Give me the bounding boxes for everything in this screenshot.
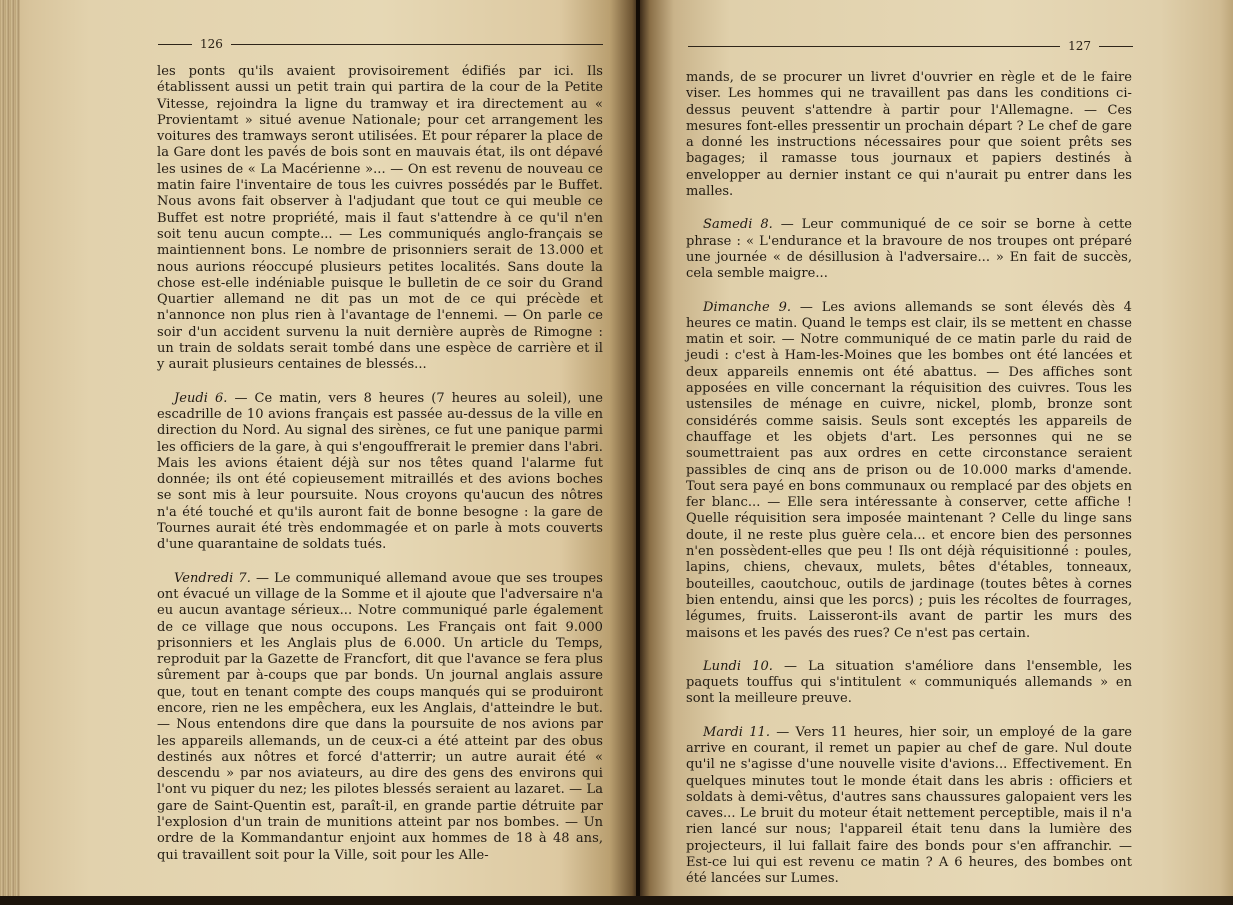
header-rule-long: [231, 44, 603, 45]
paragraph: Samedi 8. — Leur communiqué de ce soir se borne à cette phrase : « L'endurance et la bravoure de nos troupes ont préparé une journée « de désillusion à l'adversaire... » En fait de succès, cela semble maigre...: [686, 217, 1132, 282]
day-heading: Mardi 11.: [703, 724, 771, 740]
paragraph: Lundi 10. — La situation s'améliore dans l'ensemble, les paquets touffus qui s'intitulent « communiqués allemands » en sont la meilleure preuve.: [686, 658, 1132, 707]
paragraph: Dimanche 9. — Les avions allemands se sont élevés dès 4 heures ce matin. Quand le temps est clair, ils se mettent en chasse matin et soir. — Notre communiqué de ce matin parle du raid de jeudi : c'est à Ham-les-Moines que les bombes ont été lancées et deux appareils ennemis ont été abattus. — Des affiches sont apposées en ville concernant la réquisition des cuivres. Tous les ustensiles de ménage en cuivre, nickel, plomb, bronze sont considérés comme saisis. Seuls sont exceptés les appareils de chauffage et les objets d'art. Les personnes qui ne se soumettraient pas aux ordres en cette circonstance seraient passibles de cinq ans de prison ou de 10.000 marks d'amende. Tout sera payé en bons communaux ou remplacé par des objets en fer blanc... — Elle sera intéressante à conserver, cette affiche ! Quelle réquisition sera imposée maintenant ? Celle du linge sans doute, il ne reste plus guère cela... et encore bien des personnes n'en possèdent-elles que peu ! Ils ont déjà réquisitionné : poules, lapins, chiens, chevaux, mulets, bêtes d'étables, tonneaux, bouteilles, caoutchouc, outils de jardinage (toutes bêtes à cornes bien entendu, ainsi que les porcs) ; puis les récoltes de fourrages, légumes, fruits. Laisseront-ils avant de partir les murs des maisons et les pavés des rues? Ce n'est pas certain.: [686, 299, 1132, 641]
right-page-text: [686, 70, 1132, 905]
day-heading: Samedi 8.: [703, 217, 773, 233]
paragraph: Vendredi 7. — Le communiqué allemand avoue que ses troupes ont évacué un village de la Somme et il ajoute que l'adversaire n'a eu aucun avantage sérieux... Notre communiqué parle également de ce village que nous occupons. Les Français ont fait 9.000 prisonniers et les Anglais plus de 6.000. Un article du Temps, reproduit par la Gazette de Francfort, dit que l'avance se fera plus sûrement par à-coups que par bonds. Un journal anglais assure que, tout en tenant compte des coups manqués qui se produiront encore, rien ne les empêchera, eux les Anglais, d'atteindre le but. — Nous entendons dire que dans la poursuite de nos avions par les appareils allemands, un de ceux-ci a été atteint par des obus destinés aux nôtres et forcé d'atterrir; un autre aurait été « descendu » par nos aviateurs, au dire des gens des environs qui l'ont vu piquer du nez; les pilotes blessés seraient au lazaret. — La gare de Saint-Quentin est, paraît-il, en grande partie détruite par l'explosion d'un train de munitions atteint par nos bombes. — Un ordre de la Kommandantur enjoint aux hommes de 18 à 48 ans, qui travaillent soit pour la Ville, soit pour les Alle-: [157, 570, 603, 863]
paragraph: les ponts qu'ils avaient provisoirement édifiés par ici. Ils établissent aussi un petit train qui partira de la cour de la Petite Vitesse, rejoindra la ligne du tramway et ira directement au « Provientamt » situé avenue Nationale; pour cet arrangement les voitures des tramways seront utilisées. Et pour réparer la place de la Gare dont les pavés de bois sont en mauvais état, ils ont dépavé les usines de « La Macérienne »... — On est revenu de nouveau ce matin faire l'inventaire de tous les cuivres possédés par le Buffet. Nous avons fait observer à l'adjudant que tout ce qui meuble ce Buffet est notre propriété, mais il faut s'attendre à ce qu'il n'en soit tenu aucun compte... — Les communiqués anglo-français se maintiennent bons. Le nombre de prisonniers serait de 13.000 et nous aurions réoccupé plusieurs petites localités. Sans doute la chose est-elle indéniable puisque le bulletin de ce soir du Grand Quartier allemand ne dit pas un mot de ce qui précède et n'annonce non plus rien à l'avantage de l'ennemi. — On parle ce soir d'un accident survenu la nuit dernière auprès de Rimogne : un train de soldats serait tombé dans une espèce de carrière et il y aurait plusieurs centaines de blessés...: [157, 64, 603, 373]
right-page-header: [688, 36, 1133, 56]
header-rule-long: [688, 46, 1060, 47]
paragraph: Jeudi 6. — Ce matin, vers 8 heures (7 heures au soleil), une escadrille de 10 avions français est passée au-dessus de la ville en direction du Nord. Au signal des sirènes, ce fut une panique parmi les officiers de la gare, à qui s'engouffrerait le premier dans l'abri. Mais les avions étaient déjà sur nos têtes quand l'alarme fut donnée; ils ont été copieusement mitraillés et des avions boches se sont mis à leur poursuite. Nous croyons qu'aucun des nôtres n'a été touché et qu'ils auront fait de bonne besogne : la gare de Tournes aurait été très endommagée et on parle à mots couverts d'une quarantaine de soldats tués.: [157, 390, 603, 553]
header-rule-short: [1099, 46, 1133, 47]
right-page: [640, 0, 1233, 896]
left-page-number: 126: [200, 37, 223, 51]
page-edge-stack: [0, 0, 20, 896]
left-page-text: [157, 64, 603, 881]
day-heading: Jeudi 6.: [174, 390, 228, 406]
day-heading: Vendredi 7.: [174, 570, 251, 586]
day-heading: Lundi 10.: [703, 658, 773, 674]
paragraph: mands, de se procurer un livret d'ouvrier en règle et de le faire viser. Les hommes qui ne travaillent pas dans les conditions ci-dessus peuvent s'attendre à partir pour l'Allemagne. — Ces mesures font-elles pressentir un prochain départ ? Le chef de gare a donné les instructions nécessaires pour que soient prêts ses bagages; il ramasse tous journaux et papiers destinés à envelopper au dernier instant ce qui n'aurait pu entrer dans les malles.: [686, 70, 1132, 200]
left-page-header: [158, 34, 603, 54]
paragraph: Mardi 11. — Vers 11 heures, hier soir, un employé de la gare arrive en courant, il remet un papier au chef de gare. Nul doute qu'il ne s'agisse d'une nouvelle visite d'avions... Effectivement. En quelques minutes tout le monde était dans les abris : officiers et soldats à demi-vêtus, d'autres sans chaussures galopaient vers les caves... Le bruit du moteur était nettement perceptible, mais il n'a rien lancé sur nous; l'appareil était tenu dans la lumière des projecteurs, il lui fallait faire des bonds pour s'en affranchir. — Est-ce lui qui est revenu ce matin ? A 6 heures, des bombes ont été lancées sur Lumes.: [686, 724, 1133, 887]
right-page-number: 127: [1068, 39, 1091, 53]
day-heading: Dimanche 9.: [703, 299, 792, 315]
header-rule-short: [158, 44, 192, 45]
